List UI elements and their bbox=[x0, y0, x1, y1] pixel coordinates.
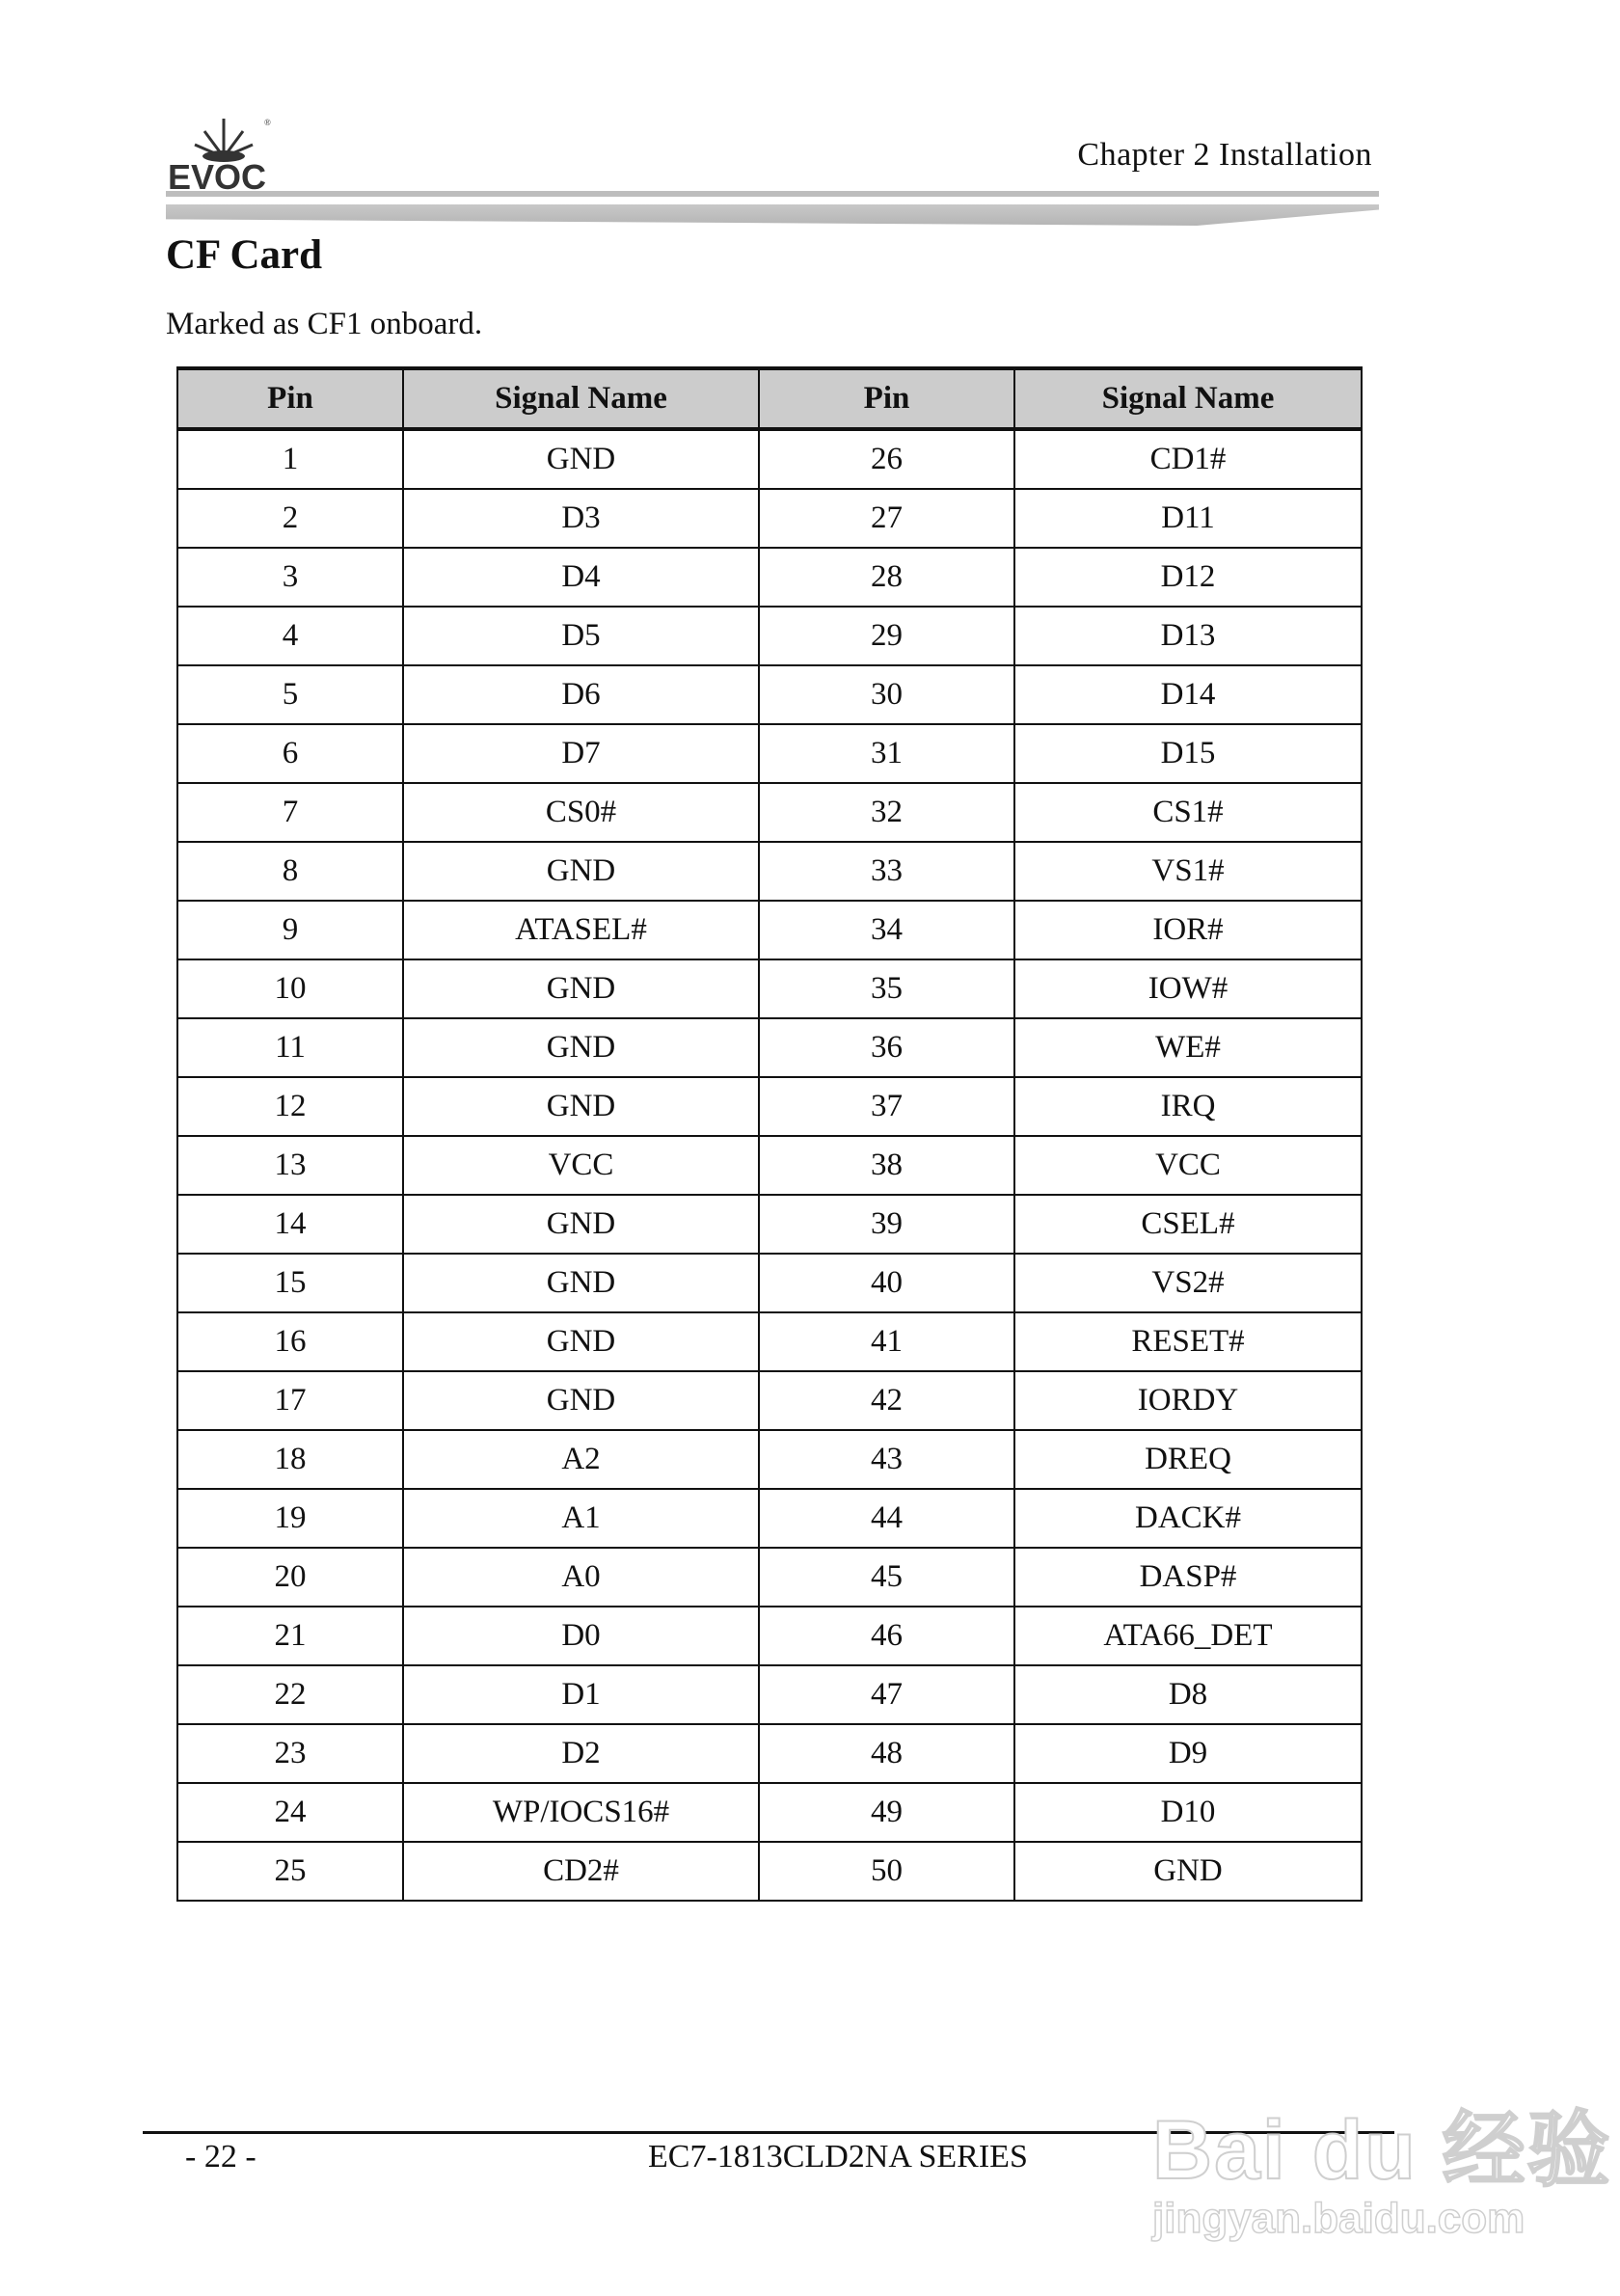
cell-signal-name: DASP# bbox=[1014, 1548, 1362, 1607]
cell-signal-name: DREQ bbox=[1014, 1430, 1362, 1489]
cell-pin: 20 bbox=[177, 1548, 403, 1607]
cell-signal-name: RESET# bbox=[1014, 1312, 1362, 1371]
section-intro: Marked as CF1 onboard. bbox=[166, 307, 483, 341]
cell-signal-name: IOW# bbox=[1014, 959, 1362, 1018]
cell-pin: 33 bbox=[759, 842, 1014, 901]
table-row bbox=[177, 724, 1362, 783]
cell-pin: 40 bbox=[759, 1254, 1014, 1312]
cell-pin: 36 bbox=[759, 1018, 1014, 1077]
cell-signal-name: CD1# bbox=[1014, 429, 1362, 489]
cell-pin: 23 bbox=[177, 1724, 403, 1783]
cell-pin: 41 bbox=[759, 1312, 1014, 1371]
cell-signal-name: GND bbox=[403, 1312, 759, 1371]
cell-pin: 10 bbox=[177, 959, 403, 1018]
cell-signal-name: CSEL# bbox=[1014, 1195, 1362, 1254]
cell-signal-name: D6 bbox=[403, 665, 759, 724]
page-number: - 22 - bbox=[185, 2139, 256, 2174]
cell-signal-name: D10 bbox=[1014, 1783, 1362, 1842]
cell-pin: 34 bbox=[759, 901, 1014, 959]
cell-signal-name: A2 bbox=[403, 1430, 759, 1489]
cell-signal-name: WP/IOCS16# bbox=[403, 1783, 759, 1842]
header-band bbox=[166, 204, 1379, 226]
cell-pin: 44 bbox=[759, 1489, 1014, 1548]
header-pin: Pin bbox=[759, 368, 1014, 429]
cell-pin: 3 bbox=[177, 548, 403, 607]
cell-signal-name: D5 bbox=[403, 607, 759, 665]
cell-signal-name: ATA66_DET bbox=[1014, 1607, 1362, 1665]
cell-pin: 21 bbox=[177, 1607, 403, 1665]
table-row bbox=[177, 1607, 1362, 1665]
table-row bbox=[177, 1195, 1362, 1254]
evoc-logo bbox=[166, 114, 282, 191]
table-row bbox=[177, 1783, 1362, 1842]
table-row bbox=[177, 1430, 1362, 1489]
table-row bbox=[177, 489, 1362, 548]
cell-signal-name: D12 bbox=[1014, 548, 1362, 607]
table-row bbox=[177, 901, 1362, 959]
cell-pin: 2 bbox=[177, 489, 403, 548]
cell-pin: 1 bbox=[177, 429, 403, 489]
cell-signal-name: D14 bbox=[1014, 665, 1362, 724]
cell-pin: 24 bbox=[177, 1783, 403, 1842]
cell-signal-name: A0 bbox=[403, 1548, 759, 1607]
table-row bbox=[177, 1665, 1362, 1724]
table-row bbox=[177, 1842, 1362, 1901]
watermark-url: jingyan.baidu.com bbox=[1152, 2195, 1526, 2242]
cell-signal-name: GND bbox=[403, 1195, 759, 1254]
cell-signal-name: GND bbox=[403, 1077, 759, 1136]
cell-pin: 19 bbox=[177, 1489, 403, 1548]
cell-signal-name: D9 bbox=[1014, 1724, 1362, 1783]
table-row bbox=[177, 1312, 1362, 1371]
cell-pin: 26 bbox=[759, 429, 1014, 489]
cell-pin: 17 bbox=[177, 1371, 403, 1430]
cell-signal-name: D0 bbox=[403, 1607, 759, 1665]
header-signal-name: Signal Name bbox=[403, 368, 759, 429]
cell-signal-name: CS1# bbox=[1014, 783, 1362, 842]
table-row bbox=[177, 959, 1362, 1018]
cell-signal-name: D15 bbox=[1014, 724, 1362, 783]
cell-pin: 16 bbox=[177, 1312, 403, 1371]
svg-text:®: ® bbox=[264, 118, 271, 127]
cell-signal-name: GND bbox=[403, 1018, 759, 1077]
cell-signal-name: D3 bbox=[403, 489, 759, 548]
cell-signal-name: GND bbox=[403, 842, 759, 901]
cell-pin: 47 bbox=[759, 1665, 1014, 1724]
cell-signal-name: IOR# bbox=[1014, 901, 1362, 959]
cell-pin: 18 bbox=[177, 1430, 403, 1489]
cell-pin: 45 bbox=[759, 1548, 1014, 1607]
table-row bbox=[177, 1371, 1362, 1430]
table-row bbox=[177, 1489, 1362, 1548]
cell-pin: 22 bbox=[177, 1665, 403, 1724]
cell-signal-name: CS0# bbox=[403, 783, 759, 842]
cell-pin: 12 bbox=[177, 1077, 403, 1136]
pin-table bbox=[176, 366, 1363, 1902]
table-row bbox=[177, 1136, 1362, 1195]
cell-pin: 8 bbox=[177, 842, 403, 901]
cell-pin: 43 bbox=[759, 1430, 1014, 1489]
cell-signal-name: GND bbox=[403, 1371, 759, 1430]
cell-pin: 6 bbox=[177, 724, 403, 783]
cell-pin: 5 bbox=[177, 665, 403, 724]
cell-signal-name: GND bbox=[403, 959, 759, 1018]
chapter-heading: Chapter 2 Installation bbox=[1077, 137, 1372, 173]
cell-pin: 48 bbox=[759, 1724, 1014, 1783]
table-row bbox=[177, 607, 1362, 665]
cell-signal-name: D1 bbox=[403, 1665, 759, 1724]
table-row bbox=[177, 1724, 1362, 1783]
cell-pin: 14 bbox=[177, 1195, 403, 1254]
header-pin: Pin bbox=[177, 368, 403, 429]
cell-signal-name: ATASEL# bbox=[403, 901, 759, 959]
cell-pin: 29 bbox=[759, 607, 1014, 665]
cell-signal-name: GND bbox=[403, 429, 759, 489]
table-row bbox=[177, 1548, 1362, 1607]
cell-signal-name: WE# bbox=[1014, 1018, 1362, 1077]
cell-signal-name: IORDY bbox=[1014, 1371, 1362, 1430]
product-series: EC7-1813CLD2NA SERIES bbox=[648, 2139, 1028, 2174]
cell-signal-name: D13 bbox=[1014, 607, 1362, 665]
cell-pin: 46 bbox=[759, 1607, 1014, 1665]
cell-pin: 15 bbox=[177, 1254, 403, 1312]
cell-pin: 32 bbox=[759, 783, 1014, 842]
cell-signal-name: D11 bbox=[1014, 489, 1362, 548]
cell-pin: 31 bbox=[759, 724, 1014, 783]
cell-signal-name: D7 bbox=[403, 724, 759, 783]
baidu-watermark bbox=[1152, 2083, 1612, 2243]
cell-pin: 37 bbox=[759, 1077, 1014, 1136]
table-row bbox=[177, 1254, 1362, 1312]
cell-pin: 28 bbox=[759, 548, 1014, 607]
watermark-brand: Bai du 经验 bbox=[1152, 2104, 1612, 2197]
cell-pin: 39 bbox=[759, 1195, 1014, 1254]
table-header-row bbox=[177, 368, 1362, 429]
table-row bbox=[177, 429, 1362, 489]
cell-signal-name: GND bbox=[403, 1254, 759, 1312]
cell-signal-name: CD2# bbox=[403, 1842, 759, 1901]
table-row bbox=[177, 842, 1362, 901]
cell-pin: 30 bbox=[759, 665, 1014, 724]
cell-signal-name: VS2# bbox=[1014, 1254, 1362, 1312]
cell-pin: 35 bbox=[759, 959, 1014, 1018]
cell-signal-name: VCC bbox=[403, 1136, 759, 1195]
table-row bbox=[177, 783, 1362, 842]
cell-pin: 4 bbox=[177, 607, 403, 665]
cell-signal-name: D4 bbox=[403, 548, 759, 607]
table-row bbox=[177, 1018, 1362, 1077]
cell-pin: 49 bbox=[759, 1783, 1014, 1842]
cell-pin: 13 bbox=[177, 1136, 403, 1195]
cell-signal-name: IRQ bbox=[1014, 1077, 1362, 1136]
cell-signal-name: DACK# bbox=[1014, 1489, 1362, 1548]
cell-pin: 50 bbox=[759, 1842, 1014, 1901]
table-row bbox=[177, 548, 1362, 607]
cell-pin: 9 bbox=[177, 901, 403, 959]
cell-pin: 25 bbox=[177, 1842, 403, 1901]
table-row bbox=[177, 665, 1362, 724]
header-signal-name: Signal Name bbox=[1014, 368, 1362, 429]
cell-pin: 7 bbox=[177, 783, 403, 842]
svg-text:EVOC: EVOC bbox=[168, 157, 267, 191]
cell-pin: 42 bbox=[759, 1371, 1014, 1430]
header-rule bbox=[166, 191, 1379, 197]
cell-signal-name: GND bbox=[1014, 1842, 1362, 1901]
cell-signal-name: D8 bbox=[1014, 1665, 1362, 1724]
cell-signal-name: A1 bbox=[403, 1489, 759, 1548]
cell-signal-name: D2 bbox=[403, 1724, 759, 1783]
cell-signal-name: VCC bbox=[1014, 1136, 1362, 1195]
cell-pin: 38 bbox=[759, 1136, 1014, 1195]
cell-pin: 27 bbox=[759, 489, 1014, 548]
table-row bbox=[177, 1077, 1362, 1136]
cell-pin: 11 bbox=[177, 1018, 403, 1077]
section-title: CF Card bbox=[166, 232, 323, 278]
cell-signal-name: VS1# bbox=[1014, 842, 1362, 901]
